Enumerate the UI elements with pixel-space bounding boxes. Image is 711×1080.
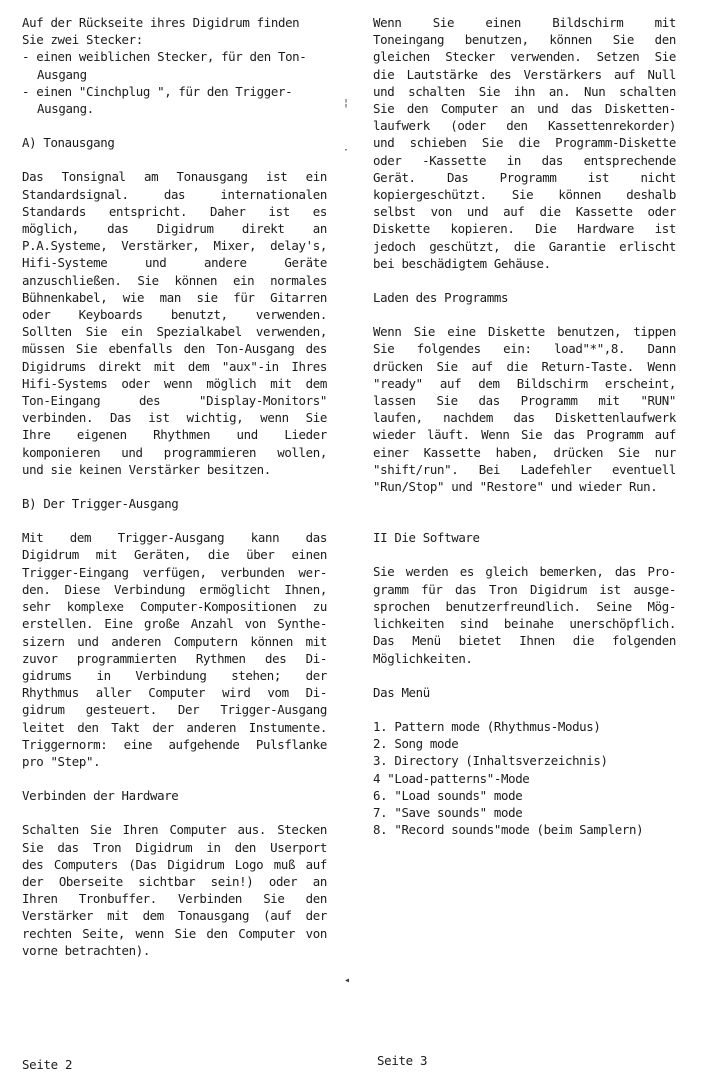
section-a-body — [22, 168, 327, 478]
text-line: Verstärker mit dem Tonausgang (auf der — [22, 908, 327, 924]
text-line: den. Diese Verbindung ermöglicht Ihnen, — [22, 581, 327, 597]
page-number-right: Seite 3 — [377, 1053, 428, 1068]
text-line: Hifi-Systeme und andere Geräte — [22, 255, 327, 271]
text-line: Möglichkeiten. — [373, 650, 473, 666]
text-line: anzuschließen. Sie können ein normales — [22, 272, 327, 288]
text-line: Digidrum mit Geräten, die über einen — [22, 547, 327, 563]
text-line: erstellen. Eine große Anzahl von Synthe- — [22, 616, 327, 632]
left-column — [22, 14, 327, 959]
text-line: Sollten Sie ein Spezialkabel verwenden, — [22, 324, 327, 340]
text-line: Diskette kopieren. Die Hardware ist — [373, 221, 676, 237]
text-line: und schieben Sie die Programm-Diskette — [373, 135, 676, 151]
text-line: Ihre eigenen Rhythmen und Lieder — [22, 427, 327, 443]
text-line: und schalten Sie ihn an. Nun schalten — [373, 83, 676, 99]
text-line: Trigger-Eingang verfügen, verbunden wer- — [22, 564, 327, 580]
text-line: möglich, das Digidrum direkt an — [22, 221, 327, 237]
connector-item: - einen weiblichen Stecker, für den Ton- Ausgang — [22, 49, 307, 82]
load-heading: Laden des Programms — [373, 290, 509, 306]
text-line: vorne betrachten). — [22, 942, 150, 958]
text-line: Das Tonsignal am Tonausgang ist ein — [22, 169, 327, 185]
text-line: des Computers (Das Digidrum Logo muß auf — [22, 856, 327, 872]
text-line: oder Keyboards benutzt, verwenden. — [22, 307, 327, 323]
text-line: drücken Sie auf die Return-Taste. Wenn — [373, 358, 676, 374]
menu-list — [373, 718, 676, 838]
scan-speck: ¦ — [343, 98, 350, 109]
text-line: lichkeiten sind beinahe unerschöpflich. — [373, 616, 676, 632]
text-line: "Run/Stop" und "Restore" und wieder Run. — [373, 479, 658, 495]
text-line: rechten Seite, wenn Sie den Computer von — [22, 925, 327, 941]
text-line: P.A.Systeme, Verstärker, Mixer, delay's, — [22, 238, 327, 254]
text-line: Triggernorm: eine aufgehende Pulsflanke — [22, 736, 327, 752]
menu-item: 1. Pattern mode (Rhythmus-Modus) — [373, 718, 601, 734]
menu-item: 7. "Save sounds" mode — [373, 804, 523, 820]
menu-item: 4 "Load-patterns"-Mode — [373, 770, 530, 786]
text-line: komponieren und programmieren wollen, — [22, 444, 327, 460]
section-a-heading: A) Tonausgang — [22, 135, 115, 151]
scan-speck: ◂ — [344, 975, 351, 986]
text-line: müssen Sie ebenfalls den Ton-Ausgang des — [22, 341, 327, 357]
text-line: Sie folgendes ein: load"*",8. Dann — [373, 341, 676, 357]
text-line: Wenn Sie eine Diskette benutzen, tippen — [373, 324, 676, 340]
menu-item: 3. Directory (Inhaltsverzeichnis) — [373, 753, 608, 769]
section-b-heading: B) Der Trigger-Ausgang — [22, 496, 179, 512]
text-line: selbst von und auf die Kassette oder — [373, 204, 676, 220]
text-line: Schalten Sie Ihren Computer aus. Stecken — [22, 822, 327, 838]
intro-line: Sie zwei Stecker: — [22, 32, 143, 48]
text-line: Sie das Tron Digidrum in den Userport — [22, 839, 327, 855]
text-line: Wenn Sie einen Bildschirm mit — [373, 15, 676, 30]
text-line: "shift/run". Bei Ladefehler eventuell — [373, 461, 676, 477]
text-line: Ton-Eingang des "Display-Monitors" — [22, 393, 327, 409]
software-body — [373, 563, 676, 666]
text-line: Hifi-Systems oder wenn möglich mit dem — [22, 375, 327, 391]
text-line: Sie den Computer an und das Disketten- — [373, 101, 676, 117]
software-heading: II Die Software — [373, 530, 480, 546]
text-line: Standards entspricht. Daher ist es — [22, 203, 327, 219]
text-line: kopiergeschützt. Sie können deshalb — [373, 187, 676, 203]
text-line: Mit dem Trigger-Ausgang kann das — [22, 530, 327, 546]
text-line: Toneingang benutzen, können Sie den — [373, 32, 676, 48]
text-line: Ihren Tronbuffer. Verbinden Sie den — [22, 891, 327, 907]
text-line: der Oberseite sichtbar sein!) oder an — [22, 873, 327, 889]
monitor-body — [373, 14, 676, 272]
text-line: einer Kassette haben, drücken Sie nur — [373, 444, 676, 460]
text-line: verbinden. Das ist wichtig, wenn Sie — [22, 410, 327, 426]
text-line: gramm für das Tron Digidrum ist ausge- — [373, 581, 676, 597]
connector-list — [22, 48, 327, 117]
text-line: Rhythmus aller Computer wird vom Di- — [22, 685, 327, 701]
load-body — [373, 323, 676, 495]
text-line: wieder läuft. Wenn Sie das Programm auf — [373, 427, 676, 443]
hardware-heading: Verbinden der Hardware — [22, 788, 179, 804]
text-line: "ready" auf dem Bildschirm erscheint, — [373, 375, 676, 391]
text-line: Standardsignal. das internationalen — [22, 186, 327, 202]
intro-line: Auf der Rückseite ihres Digidrum finden — [22, 15, 300, 30]
text-line: Gerät. Das Programm ist nicht — [373, 169, 676, 185]
text-line: leitet den Takt der anderen Instumente. — [22, 719, 327, 735]
section-b-body — [22, 529, 327, 770]
text-line: Digidrums direkt mit dem "aux"-in Ihres — [22, 358, 327, 374]
text-line: sehr komplexe Computer-Kompositionen zu — [22, 599, 327, 615]
right-column — [373, 14, 676, 838]
text-line: Das Menü bietet Ihnen die folgenden — [373, 633, 676, 649]
text-line: pro "Step". — [22, 753, 101, 769]
hardware-body — [22, 821, 327, 959]
text-line: gleichen Stecker verwenden. Setzen Sie — [373, 49, 676, 65]
text-line: oder -Kassette in das entsprechende — [373, 152, 676, 168]
text-line: bei beschädigtem Gehäuse. — [373, 255, 551, 271]
text-line: laufen, nachdem das Diskettenlaufwerk — [373, 410, 676, 426]
text-line: laufwerk (oder den Kassettenrekorder) — [373, 118, 676, 134]
scan-speck: · — [343, 145, 350, 156]
text-line: zuvor programmierten Rythmen des Di- — [22, 650, 327, 666]
menu-item: 2. Song mode — [373, 736, 459, 752]
text-line: gidrum gesteuert. Der Trigger-Ausgang — [22, 702, 327, 718]
text-line: gidrums in Verbindung stehen; der — [22, 667, 327, 683]
text-line: und sie keinen Verstärker besitzen. — [22, 461, 271, 477]
menu-item: 8. "Record sounds"mode (beim Samplern) — [373, 822, 644, 838]
page-number-left: Seite 2 — [22, 1057, 73, 1072]
text-line: sizern und anderen Computern können mit — [22, 633, 327, 649]
text-line: sprochen benutzerfreundlich. Seine Mög- — [373, 598, 676, 614]
menu-heading: Das Menü — [373, 684, 430, 700]
menu-item: 6. "Load sounds" mode — [373, 787, 523, 803]
connector-item: - einen "Cinchplug ", für den Trigger- Ausgang. — [22, 83, 293, 117]
text-line: die Lautstärke des Verstärkers auf Null — [373, 66, 676, 82]
text-line: lassen Sie das Programm mit "RUN" — [373, 393, 676, 409]
text-line: jedoch geschützt, die Garantie erlischt — [373, 238, 676, 254]
text-line: Bühnenkabel, wie man sie für Gitarren — [22, 289, 327, 305]
text-line: Sie werden es gleich bemerken, das Pro- — [373, 564, 676, 580]
